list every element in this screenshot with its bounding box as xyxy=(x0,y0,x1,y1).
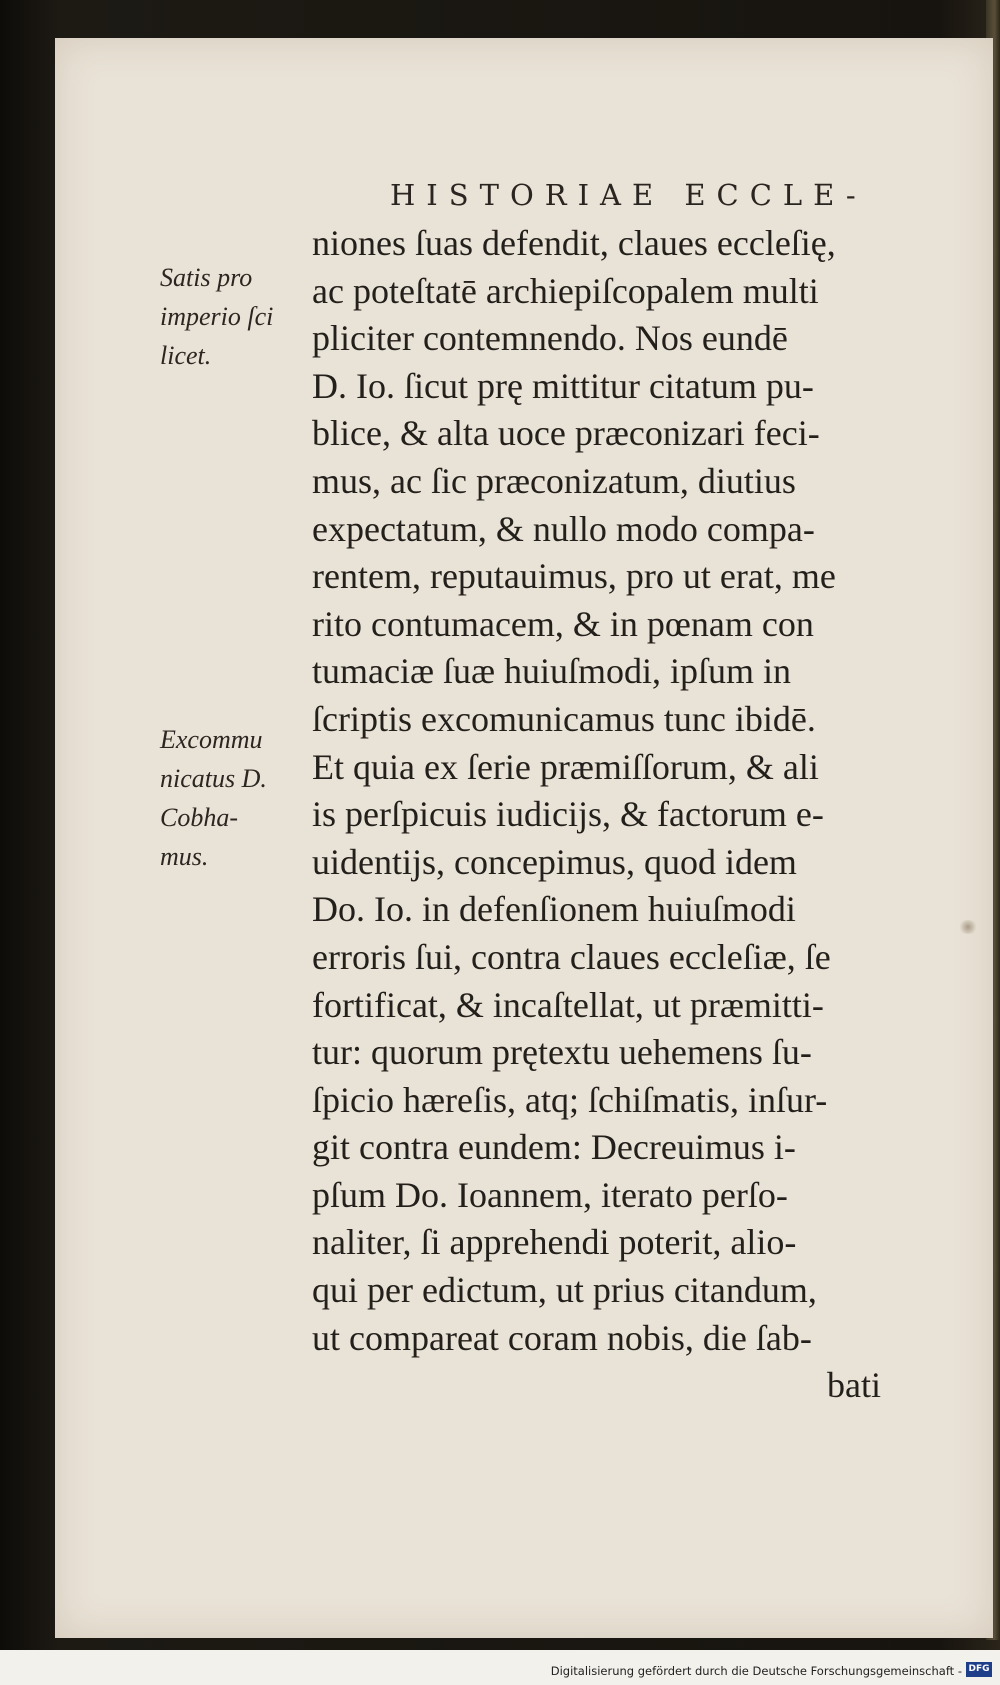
running-head: HISTORIAE ECCLE- xyxy=(390,178,867,212)
text-line: erroris ſui, contra claues eccleſiæ, ſe xyxy=(312,936,831,977)
catchword: bati xyxy=(827,1365,881,1406)
text-line: uidentijs, concepimus, quod idem xyxy=(312,841,797,882)
text-line: pſum Do. Ioannem, iterato perſo- xyxy=(312,1174,788,1215)
marginal-note xyxy=(160,258,273,375)
marginal-note-line: Satis pro xyxy=(160,263,253,292)
marginal-note-line: Excommu xyxy=(160,725,263,754)
text-line: ſpicio hæreſis, atq; ſchiſmatis, inſur- xyxy=(312,1079,828,1120)
marginal-note-line: nicatus D. xyxy=(160,764,267,793)
text-line: qui per edictum, ut prius citandum, xyxy=(312,1270,817,1311)
text-line: tumaciæ ſuæ huiuſmodi, ipſum in xyxy=(312,651,792,692)
text-line: fortificat, & incaſtellat, ut præmitti- xyxy=(312,984,824,1025)
marginal-note-line: imperio ſci xyxy=(160,302,274,331)
marginal-note-line: Cobha- xyxy=(160,803,238,832)
dfg-logo: DFG xyxy=(966,1662,992,1677)
text-line: tur: quorum prętextu uehemens ſu- xyxy=(312,1032,812,1073)
marginal-note xyxy=(160,720,267,876)
text-line: naliter, ſi apprehendi poterit, alio- xyxy=(312,1222,797,1263)
text-line: mus, ac ſic præconizatum, diutius xyxy=(312,460,796,501)
text-line: git contra eundem: Decreuimus i- xyxy=(312,1127,796,1168)
text-line: is perſpicuis iudicijs, & factorum e- xyxy=(312,794,824,835)
text-line: rentem, reputauimus, pro ut erat, me xyxy=(312,556,836,597)
text-line: D. Io. ſicut prę mittitur citatum pu- xyxy=(312,365,814,406)
marginal-note-line: licet. xyxy=(160,341,212,370)
text-line: Et quia ex ſerie præmiſſorum, & ali xyxy=(312,746,819,787)
text-line: ut compareat coram nobis, die ſab- xyxy=(312,1317,812,1358)
marginal-note-line: mus. xyxy=(160,842,209,871)
page-smudge xyxy=(958,920,978,934)
text-line: Do. Io. in defenſionem huiuſmodi xyxy=(312,889,796,930)
footer-credit: Digitalisierung gefördert durch die Deutsche Forschungsgemeinschaft - xyxy=(550,1664,962,1678)
text-line: blice, & alta uoce præconizari feci- xyxy=(312,413,820,454)
text-line: niones ſuas defendit, claues eccleſię, xyxy=(312,223,836,263)
text-line: ſcriptis excomunicamus tunc ibidē. xyxy=(312,698,816,739)
text-line: pliciter contemnendo. Nos eundē xyxy=(312,318,788,359)
main-text-block xyxy=(312,220,952,1410)
text-line: ac poteſtatē archiepiſcopalem multi xyxy=(312,270,819,311)
text-line: rito contumacem, & in pœnam con xyxy=(312,603,814,644)
text-line: expectatum, & nullo modo compa- xyxy=(312,508,815,549)
